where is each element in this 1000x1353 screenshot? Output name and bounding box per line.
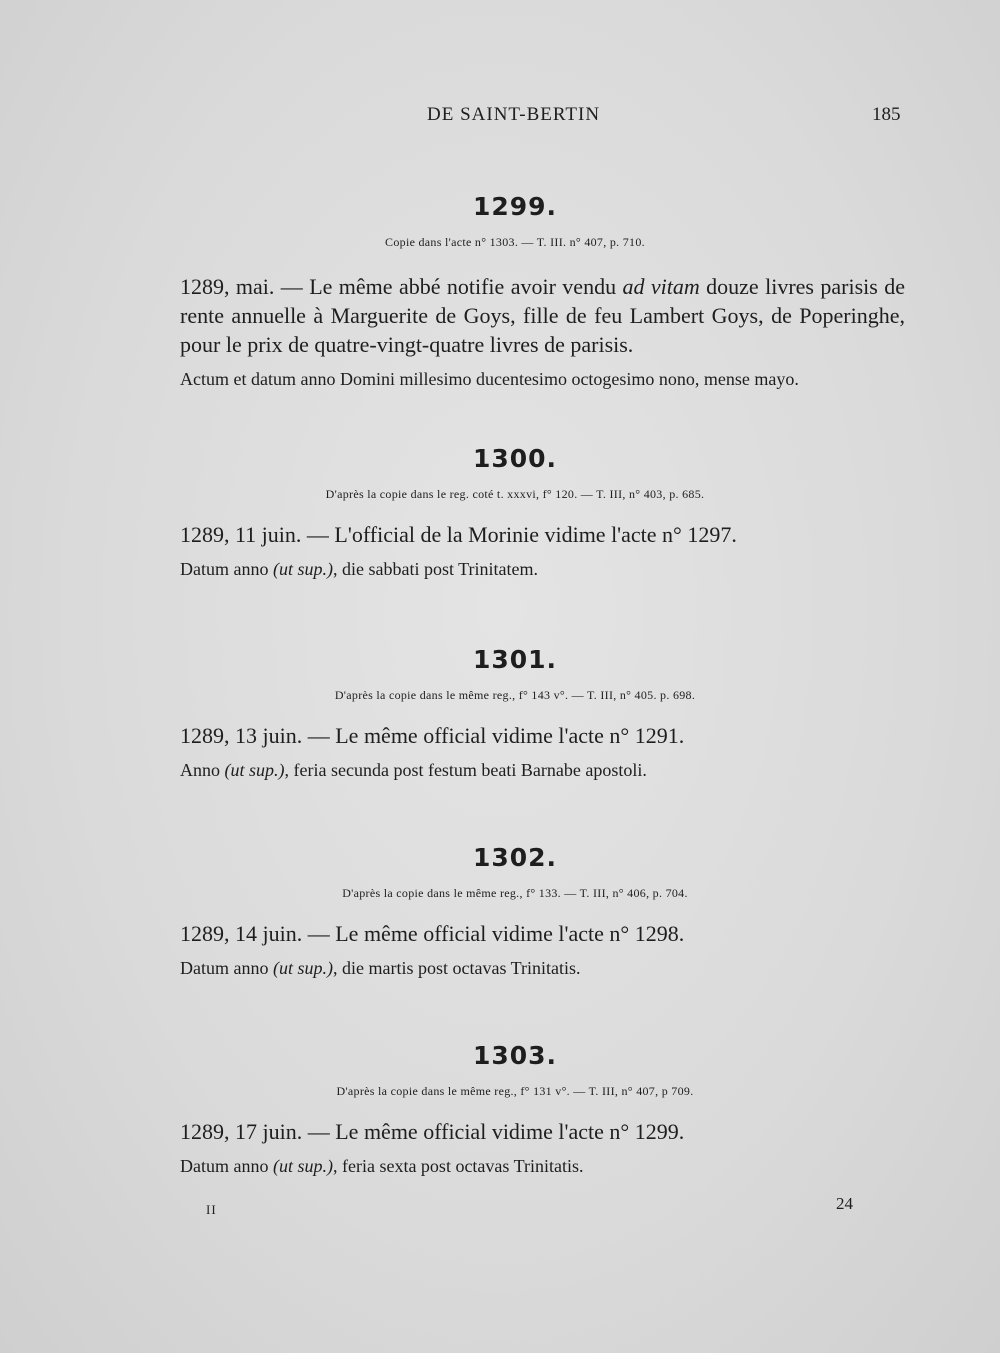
source-note: D'après la copie dans le reg. coté t. xxxvi, f° 120. — T. III, n° 403, p. 685.	[325, 487, 705, 501]
entry-1303	[0, 1041, 1000, 1178]
entry-summary	[180, 272, 905, 359]
summary-text-start: — Le même official vidime l'acte n° 1291.	[302, 723, 685, 748]
entry-date: 1289, mai.	[180, 274, 275, 299]
source-note: Copie dans l'acte n° 1303. — T. III. n° 407, p. 710.	[385, 235, 645, 249]
entry-summary	[180, 520, 905, 549]
latin-text-italic: (ut sup.)	[224, 760, 285, 780]
page-number: 185	[872, 104, 901, 125]
entry-date: 1289, 14 juin.	[180, 921, 303, 946]
latin-text-start: Datum anno	[180, 1156, 273, 1176]
entry-number: 1303.	[472, 1041, 558, 1070]
summary-text-start: — L'official de la Morinie vidime l'acte n° 1297.	[301, 522, 737, 547]
entry-number: 1302.	[472, 843, 558, 872]
entry-1300	[0, 444, 1000, 581]
entry-number: 1301.	[472, 645, 558, 674]
latin-text-end: , feria sexta post octavas Trinitatis.	[332, 1156, 584, 1176]
summary-text-start: — Le même abbé notifie avoir vendu	[274, 274, 623, 299]
latin-dating-clause	[180, 367, 920, 391]
latin-text-end: , die martis post octavas Trinitatis.	[332, 958, 581, 978]
entry-number: 1300.	[472, 444, 558, 473]
latin-dating-clause	[180, 956, 920, 980]
entry-summary	[180, 721, 905, 750]
latin-text-end: , feria secunda post festum beati Barnabe apostoli.	[284, 760, 647, 780]
entry-1301	[0, 645, 1000, 782]
entry-summary	[180, 919, 905, 948]
source-note: D'après la copie dans le même reg., f° 133. — T. III, n° 406, p. 704.	[342, 886, 688, 900]
latin-text-start: Datum anno	[180, 958, 273, 978]
entry-summary	[180, 1117, 905, 1146]
latin-text-italic: (ut sup.)	[272, 559, 333, 579]
latin-text-end: , die sabbati post Trinitatem.	[332, 559, 538, 579]
entry-1299	[0, 192, 1000, 391]
latin-text-start: Anno	[180, 760, 225, 780]
entry-date: 1289, 11 juin.	[180, 522, 302, 547]
latin-dating-clause	[180, 557, 920, 581]
source-note: D'après la copie dans le même reg., f° 131 v°. — T. III, n° 407, p 709.	[336, 1084, 694, 1098]
latin-dating-clause	[180, 758, 920, 782]
summary-text-start: — Le même official vidime l'acte n° 1298.	[302, 921, 685, 946]
gathering-number: 24	[836, 1194, 853, 1213]
summary-text-italic: ad vitam	[622, 274, 700, 299]
summary-text-start: — Le même official vidime l'acte n° 1299.	[302, 1119, 685, 1144]
source-note: D'après la copie dans le même reg., f° 143 v°. — T. III, n° 405. p. 698.	[334, 688, 696, 702]
entry-number: 1299.	[472, 192, 558, 221]
latin-dating-clause	[180, 1154, 920, 1178]
entry-date: 1289, 17 juin.	[180, 1119, 303, 1144]
signature-mark: II	[206, 1202, 217, 1217]
entry-1302	[0, 843, 1000, 980]
entry-date: 1289, 13 juin.	[180, 723, 303, 748]
running-head	[0, 104, 1000, 128]
summary-text-end: douze livres parisis de rente annuelle à Marguerite de Goys, fille de feu Lambert Goys, de Poperinghe, pour le prix de quatre-vingt-quatre livres de parisis.	[180, 274, 905, 357]
latin-text-start: Actum et datum anno Domini millesimo ducentesimo octogesimo nono, mense mayo.	[180, 369, 799, 389]
latin-text-italic: (ut sup.)	[272, 1156, 333, 1176]
latin-text-italic: (ut sup.)	[272, 958, 333, 978]
running-title: DE SAINT-BERTIN	[427, 104, 601, 125]
latin-text-start: Datum anno	[180, 559, 273, 579]
